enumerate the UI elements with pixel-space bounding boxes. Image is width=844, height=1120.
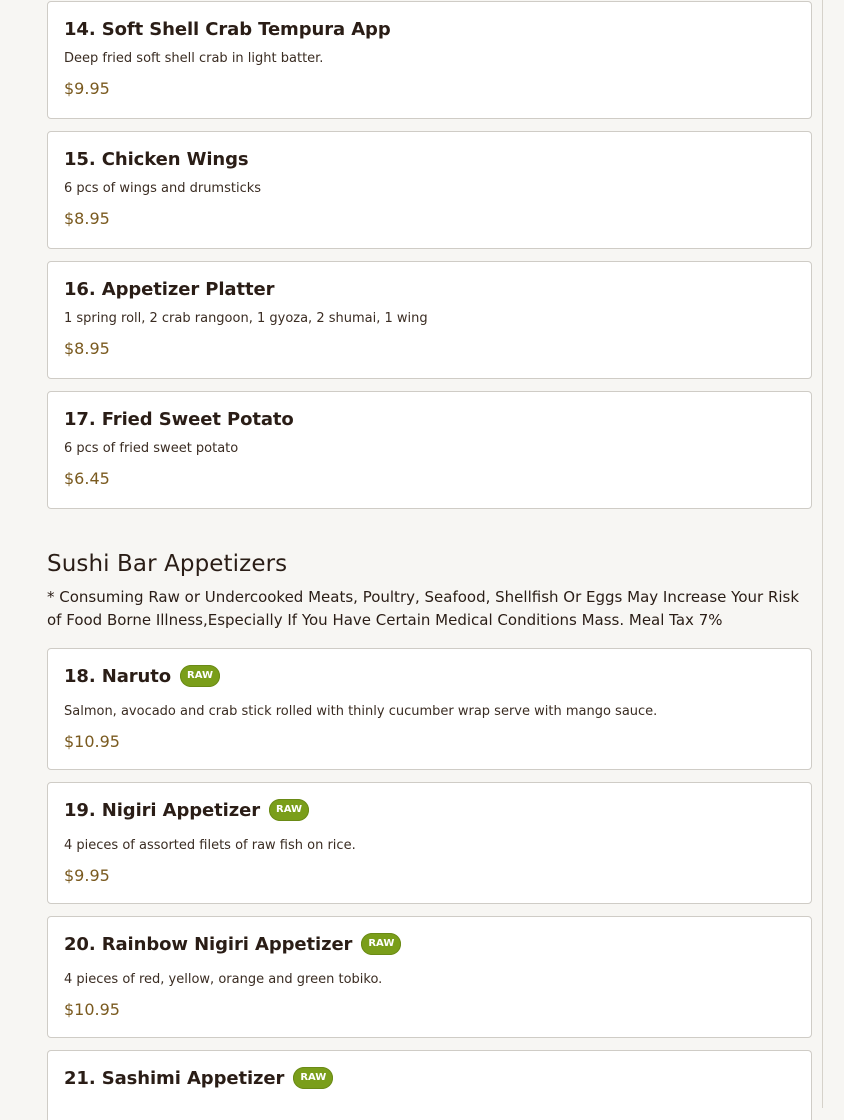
- item-price: $10.95: [64, 1000, 120, 1019]
- menu-item-card[interactable]: [47, 1050, 812, 1120]
- item-price: $8.95: [64, 339, 110, 358]
- item-title: 20. Rainbow Nigiri Appetizer: [64, 933, 353, 955]
- item-description: Deep fried soft shell crab in light batter.: [64, 51, 324, 66]
- item-price: $9.95: [64, 866, 110, 885]
- item-title: 21. Sashimi Appetizer: [64, 1067, 285, 1089]
- item-title-row: [64, 663, 795, 689]
- raw-badge: RAW: [180, 665, 220, 687]
- item-title-row: [64, 797, 795, 823]
- item-price: $10.95: [64, 732, 120, 751]
- item-title: 18. Naruto: [64, 665, 172, 687]
- menu-item-card[interactable]: [47, 916, 812, 1038]
- raw-badge: RAW: [293, 1067, 333, 1089]
- item-title: 17. Fried Sweet Potato: [64, 408, 294, 430]
- item-price: $8.95: [64, 209, 110, 228]
- item-price: $9.95: [64, 79, 110, 98]
- item-price: $6.45: [64, 469, 110, 488]
- menu-item-card[interactable]: [47, 648, 812, 770]
- item-title-row: [64, 276, 795, 302]
- item-title: 19. Nigiri Appetizer: [64, 799, 261, 821]
- raw-badge: RAW: [361, 933, 401, 955]
- menu-item-card[interactable]: [47, 261, 812, 379]
- item-title: 15. Chicken Wings: [64, 148, 249, 170]
- item-description: 6 pcs of wings and drumsticks: [64, 181, 262, 196]
- menu-item-card[interactable]: [47, 1, 812, 119]
- menu-item-card[interactable]: [47, 391, 812, 509]
- item-title-row: [64, 931, 795, 957]
- item-title-row: [64, 1065, 795, 1091]
- menu-item-card[interactable]: [47, 782, 812, 904]
- menu-item-card[interactable]: [47, 131, 812, 249]
- item-title: 16. Appetizer Platter: [64, 278, 275, 300]
- item-title-row: [64, 146, 795, 172]
- item-description: 4 pieces of red, yellow, orange and green tobiko.: [64, 972, 383, 987]
- menu-page: [47, 0, 812, 1120]
- right-divider: [822, 0, 823, 1108]
- item-title-row: [64, 406, 795, 432]
- section-note: * Consuming Raw or Undercooked Meats, Poultry, Seafood, Shellfish Or Eggs May Increase Your Risk of Food Borne Illness,Especially If You Have Certain Medical Conditions Mass. Meal Tax 7%: [47, 588, 800, 629]
- item-description: Salmon, avocado and crab stick rolled with thinly cucumber wrap serve with mango sauce.: [64, 704, 658, 719]
- section-title: Sushi Bar Appetizers: [47, 551, 288, 577]
- item-description: 6 pcs of fried sweet potato: [64, 441, 239, 456]
- item-title: 14. Soft Shell Crab Tempura App: [64, 18, 391, 40]
- item-description: 4 pieces of assorted filets of raw fish on rice.: [64, 838, 356, 853]
- item-description: 1 spring roll, 2 crab rangoon, 1 gyoza, 2 shumai, 1 wing: [64, 311, 428, 326]
- raw-badge: RAW: [269, 799, 309, 821]
- item-title-row: [64, 16, 795, 42]
